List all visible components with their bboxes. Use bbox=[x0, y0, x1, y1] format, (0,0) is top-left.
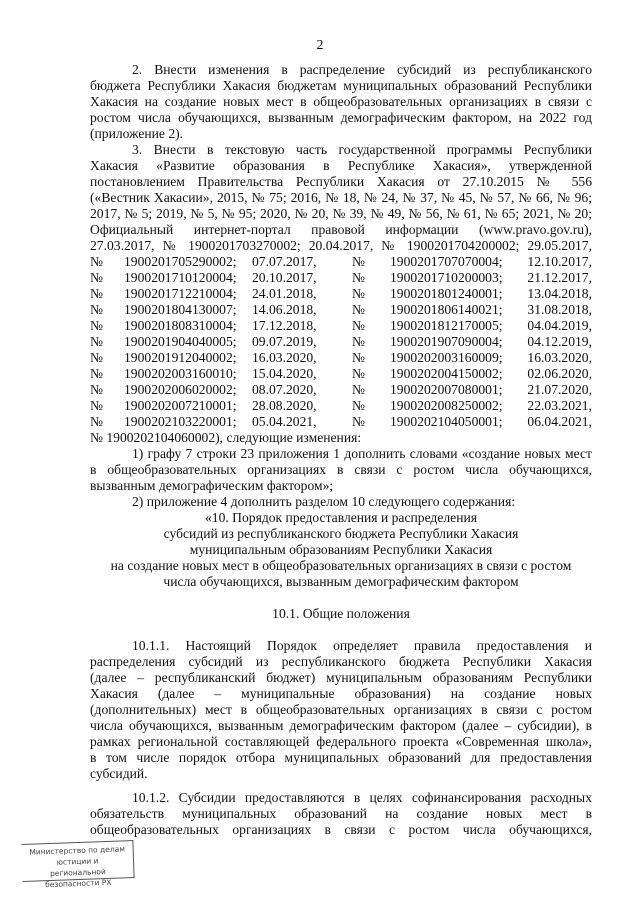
item2-line: бюджета Республики Хакасия бюджетам муниципальных образований Республики bbox=[90, 78, 592, 93]
number-sign: № bbox=[90, 382, 103, 397]
number-sign: № bbox=[90, 398, 103, 413]
number-sign: № bbox=[352, 254, 365, 269]
document-body bbox=[90, 62, 592, 838]
number-sign: № bbox=[90, 350, 103, 365]
registration-stamp bbox=[21, 840, 134, 890]
sub1-line: вызванным демографическим фактором»; bbox=[90, 478, 334, 493]
registry-number: 1900201712210004; bbox=[124, 286, 237, 301]
item3-line: 2017, № 5; 2019, № 5, № 95; 2020, № 20, № 39, № 49, № 56, № 61, № 65; 2021, № 20; bbox=[90, 206, 592, 221]
registry-number: 1900201801240001; bbox=[390, 286, 503, 301]
registry-date: 05.04.2021, bbox=[252, 414, 317, 429]
p1011-line: 10.1.1. Настоящий Порядок определяет правила предоставления и bbox=[132, 638, 592, 653]
registry-row bbox=[90, 302, 592, 318]
registry-number: 1900202007210001; bbox=[124, 398, 237, 413]
number-sign: № bbox=[352, 414, 365, 429]
registry-number: 1900201804130007; bbox=[124, 302, 237, 317]
number-sign: № bbox=[90, 270, 103, 285]
section-title-line: числа обучающихся, вызванным демографическим фактором bbox=[163, 574, 519, 589]
number-sign: № bbox=[352, 350, 365, 365]
p1012-line: 10.1.2. Субсидии предоставляются в целях софинансирования расходных bbox=[132, 790, 592, 805]
registry-table bbox=[90, 254, 592, 430]
registry-number: 1900201912040002; bbox=[124, 350, 237, 365]
item2-line: ростом числа обучающихся, вызванным демографическим фактором, на 2022 год bbox=[90, 110, 592, 125]
number-sign: № bbox=[352, 334, 365, 349]
item3-line: Официальный интернет-портал правовой информации (www.pravo.gov.ru), bbox=[90, 222, 592, 237]
number-sign: № bbox=[352, 302, 365, 317]
p1012-line: общеобразовательных организациях в связи с ростом числа обучающихся, bbox=[90, 822, 592, 837]
registry-row bbox=[90, 334, 592, 350]
number-sign: № bbox=[90, 414, 103, 429]
p1011-line: в том числе порядок отбора муниципальных образований для предоставления bbox=[90, 750, 592, 765]
registry-date: 28.08.2020, bbox=[252, 398, 317, 413]
registry-date: 04.12.2019, bbox=[527, 334, 592, 349]
registry-number: 1900202003160010; bbox=[124, 366, 237, 381]
registry-number: 1900202004150002; bbox=[390, 366, 503, 381]
registry-date: 15.04.2020, bbox=[252, 366, 317, 381]
p1011-line: субсидий. bbox=[90, 766, 148, 781]
subsection-title: 10.1. Общие положения bbox=[272, 606, 410, 621]
stamp-line: Министерство по делам bbox=[29, 844, 126, 857]
number-sign: № bbox=[352, 382, 365, 397]
item3-line: Хакасия «Развитие образования в Республике Хакасия», утвержденной bbox=[90, 158, 592, 173]
registry-date: 17.12.2018, bbox=[252, 318, 317, 333]
registry-date: 02.06.2020, bbox=[527, 366, 592, 381]
p1011-line: (дополнительных) мест в общеобразовательных организациях в связи с ростом bbox=[90, 702, 592, 717]
section-title-line: «10. Порядок предоставления и распределения bbox=[204, 510, 477, 525]
registry-number: 1900202006020002; bbox=[124, 382, 237, 397]
registry-date: 20.10.2017, bbox=[252, 270, 317, 285]
registry-row bbox=[90, 350, 592, 366]
registry-row bbox=[90, 318, 592, 334]
item3-line: 27.03.2017, № 1900201703270002; 20.04.2017, № 1900201704200002; 29.05.2017, bbox=[90, 238, 592, 253]
item2-line: Хакасия на создание новых мест в общеобразовательных организациях в связи с bbox=[90, 94, 592, 109]
p1011-line: Хакасия (далее – муниципальные образования) на создание новых bbox=[90, 686, 592, 701]
number-sign: № bbox=[90, 318, 103, 333]
p1012-line: обязательств муниципальных образований на создание новых мест в bbox=[90, 806, 592, 821]
registry-date: 14.06.2018, bbox=[252, 302, 317, 317]
registry-date: 08.07.2020, bbox=[252, 382, 317, 397]
number-sign: № bbox=[90, 302, 103, 317]
registry-date: 06.04.2021, bbox=[527, 414, 592, 429]
p1011-line: распределения субсидий из республиканского бюджета Республики Хакасия bbox=[90, 654, 592, 669]
registry-number: 1900202104050001; bbox=[390, 414, 503, 429]
section-title-line: муниципальным образованиям Республики Хакасия bbox=[189, 542, 493, 557]
registry-date: 31.08.2018, bbox=[527, 302, 592, 317]
registry-date: 04.04.2019, bbox=[527, 318, 592, 333]
sub1-line: 1) графу 7 строки 23 приложения 1 дополнить словами «создание новых мест bbox=[132, 446, 592, 461]
registry-date: 07.07.2017, bbox=[252, 254, 317, 269]
registry-row bbox=[90, 366, 592, 382]
item3-line: 3. Внести в текстовую часть государственной программы Республики bbox=[132, 142, 592, 157]
stamp-line: безопасности РХ bbox=[44, 877, 112, 890]
item2-line: (приложение 2). bbox=[90, 126, 184, 141]
p1011-line: рамках региональной составляющей федерального проекта «Современная школа», bbox=[90, 734, 592, 749]
sub1-line: в общеобразовательных организациях в связи с ростом числа обучающихся, bbox=[90, 462, 592, 477]
registry-date: 21.12.2017, bbox=[527, 270, 592, 285]
registry-number: 1900201904040005; bbox=[124, 334, 237, 349]
registry-number: 1900201907090004; bbox=[390, 334, 503, 349]
registry-date: 16.03.2020, bbox=[527, 350, 592, 365]
registry-number: 1900202008250002; bbox=[390, 398, 503, 413]
registry-date: 09.07.2019, bbox=[252, 334, 317, 349]
registry-row bbox=[90, 382, 592, 398]
number-sign: № bbox=[352, 270, 365, 285]
p1011-line: (далее – республиканский бюджет) муниципальным образованиям Республики bbox=[90, 670, 592, 685]
number-sign: № bbox=[90, 254, 103, 269]
number-sign: № bbox=[90, 334, 103, 349]
section-title-line: субсидий из республиканского бюджета Республики Хакасия bbox=[163, 526, 519, 541]
item3-line: постановлением Правительства Республики Хакасия от 27.10.2015 № 556 bbox=[90, 174, 592, 189]
registry-number: 1900201710120004; bbox=[124, 270, 237, 285]
registry-number: 1900201705290002; bbox=[124, 254, 237, 269]
registry-row bbox=[90, 286, 592, 302]
registry-number: 1900201808310004; bbox=[124, 318, 237, 333]
registry-number: 1900201707070004; bbox=[390, 254, 503, 269]
registry-row bbox=[90, 414, 592, 430]
registry-row bbox=[90, 270, 592, 286]
number-sign: № bbox=[352, 286, 365, 301]
registry-date: 24.01.2018, bbox=[252, 286, 317, 301]
item2-line: 2. Внести изменения в распределение субсидий из республиканского bbox=[132, 62, 592, 77]
registry-tail: № 1900202104060002), следующие изменения: bbox=[90, 430, 362, 445]
registry-number: 1900201710200003; bbox=[390, 270, 503, 285]
sub2-line: 2) приложение 4 дополнить разделом 10 следующего содержания: bbox=[132, 494, 516, 509]
registry-row bbox=[90, 398, 592, 414]
registry-row bbox=[90, 254, 592, 270]
registry-date: 22.03.2021, bbox=[527, 398, 592, 413]
page-number: 2 bbox=[316, 38, 324, 53]
stamp-line: юстиции и региональной bbox=[49, 856, 106, 878]
registry-number: 1900202003160009; bbox=[390, 350, 503, 365]
item3-line: («Вестник Хакасии», 2015, № 75; 2016, № 18, № 24, № 37, № 45, № 57, № 66, № 96; bbox=[90, 190, 592, 205]
number-sign: № bbox=[352, 398, 365, 413]
number-sign: № bbox=[352, 366, 365, 381]
registry-number: 1900201812170005; bbox=[390, 318, 503, 333]
section-title-line: на создание новых мест в общеобразовательных организациях в связи с ростом bbox=[110, 558, 572, 573]
number-sign: № bbox=[90, 286, 103, 301]
number-sign: № bbox=[90, 366, 103, 381]
registry-date: 21.07.2020, bbox=[527, 382, 592, 397]
p1011-line: числа обучающихся, вызванным демографическим фактором (далее – субсидии), в bbox=[90, 718, 592, 733]
registry-number: 1900202007080001; bbox=[390, 382, 503, 397]
registry-number: 1900201806140021; bbox=[390, 302, 503, 317]
registry-date: 13.04.2018, bbox=[527, 286, 592, 301]
registry-date: 12.10.2017, bbox=[527, 254, 592, 269]
registry-number: 1900202103220001; bbox=[124, 414, 237, 429]
registry-date: 16.03.2020, bbox=[252, 350, 317, 365]
number-sign: № bbox=[352, 318, 365, 333]
